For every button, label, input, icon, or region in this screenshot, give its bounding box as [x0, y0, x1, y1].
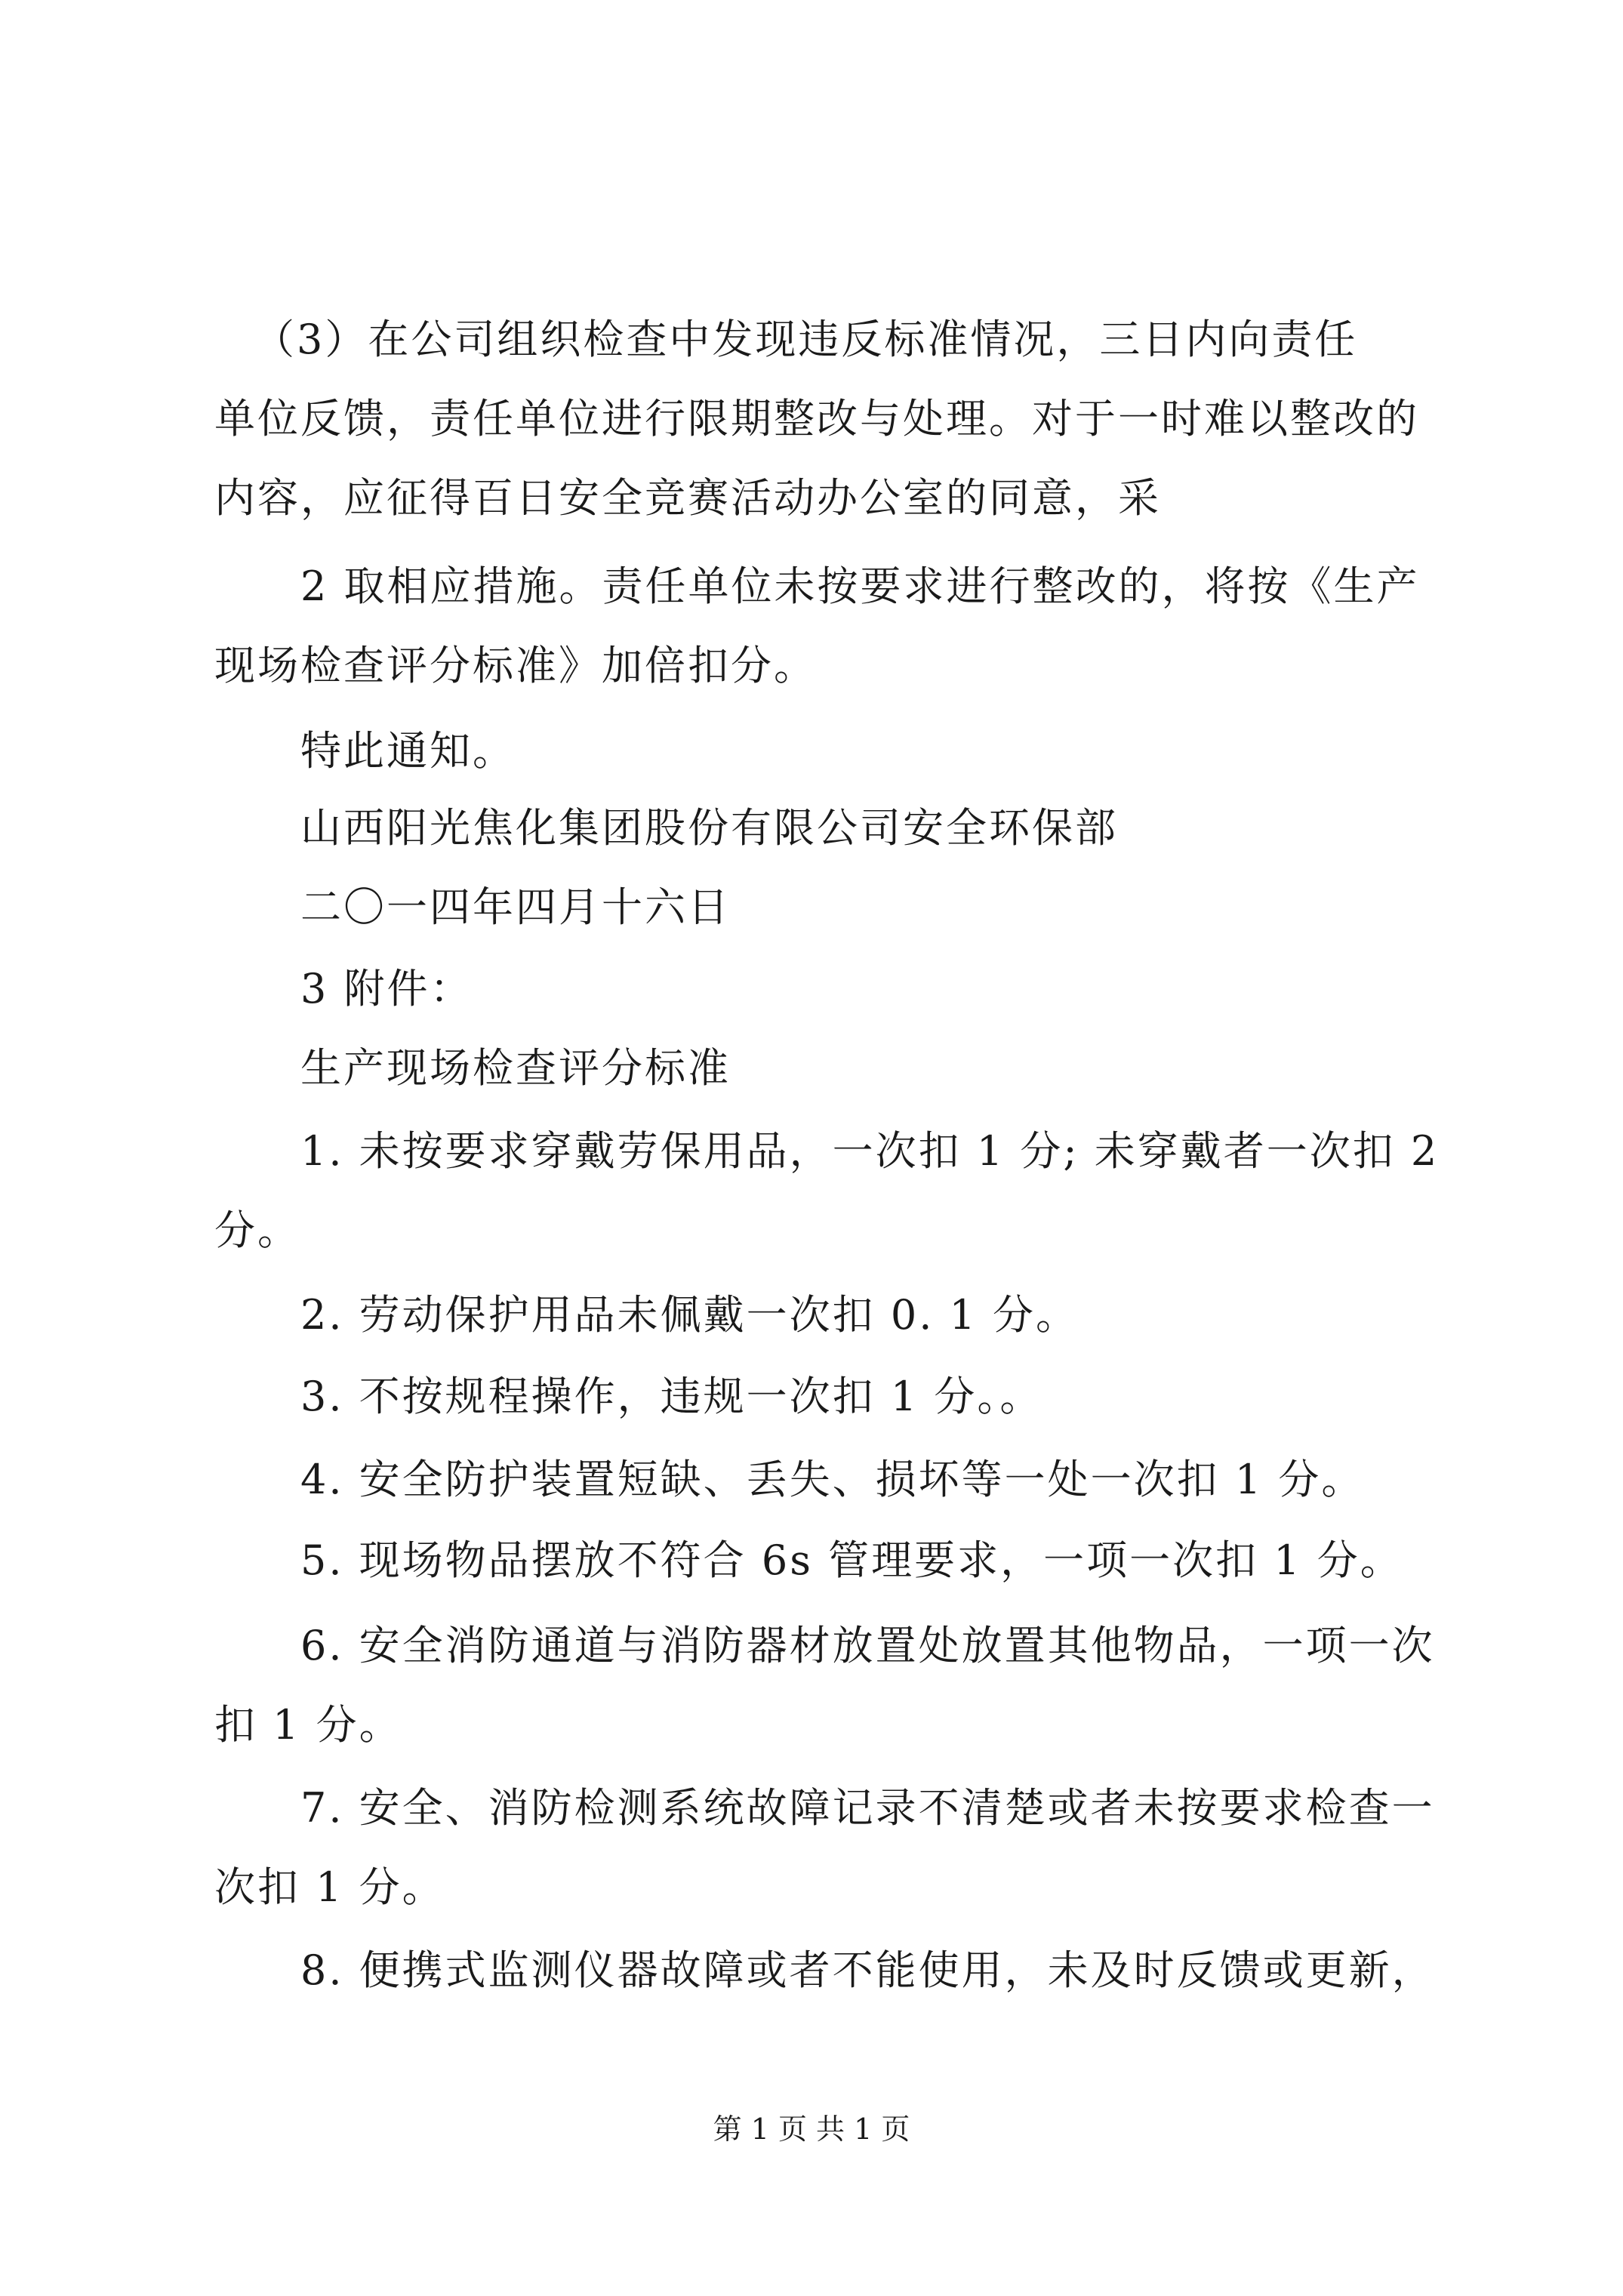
- body-line-2: 单位反馈，责任单位进行限期整改与处理。对于一时难以整改的: [214, 395, 1419, 442]
- rule-1-line-1: 1. 未按要求穿戴劳保用品，一次扣 1 分; 未穿戴者一次扣 2: [300, 1127, 1440, 1175]
- rule-5: 5. 现场物品摆放不符合 6s 管理要求，一项一次扣 1 分。: [300, 1536, 1403, 1584]
- issuer-name: 山西阳光焦化集团股份有限公司安全环保部: [300, 804, 1118, 852]
- rule-4: 4. 安全防护装置短缺、丢失、损坏等一处一次扣 1 分。: [300, 1456, 1365, 1503]
- notice-closing: 特此通知。: [300, 727, 516, 775]
- attachment-label: 3 附件：: [300, 965, 473, 1012]
- rule-8-line-1: 8. 便携式监测仪器故障或者不能使用，未及时反馈或更新，: [300, 1946, 1435, 1994]
- body-line-3: 内容，应征得百日安全竞赛活动办公室的同意，采: [214, 474, 1161, 522]
- rule-3: 3. 不按规程操作，违规一次扣 1 分。。: [300, 1373, 1043, 1420]
- rule-2: 2. 劳动保护用品未佩戴一次扣 0. 1 分。: [300, 1291, 1079, 1339]
- rule-1-line-2: 分。: [214, 1207, 300, 1254]
- rule-6-line-2: 扣 1 分。: [214, 1701, 402, 1749]
- rule-7-line-2: 次扣 1 分。: [214, 1863, 445, 1911]
- body-line-1: （3）在公司组织检查中发现违反标准情况，三日内向责任: [254, 316, 1358, 363]
- rule-6-line-1: 6. 安全消防通道与消防器材放置处放置其他物品，一项一次: [300, 1622, 1435, 1669]
- page-footer: 第 1 页 共 1 页: [713, 2113, 910, 2146]
- body-line-4: 2 取相应措施。责任单位未按要求进行整改的，将按《生产: [300, 562, 1420, 610]
- issue-date: 二〇一四年四月十六日: [300, 883, 731, 931]
- rule-7-line-1: 7. 安全、消防检测系统故障记录不清楚或者未按要求检查一: [300, 1784, 1435, 1832]
- attachment-title: 生产现场检查评分标准: [300, 1044, 731, 1092]
- body-line-5: 现场检查评分标准》加倍扣分。: [214, 642, 817, 689]
